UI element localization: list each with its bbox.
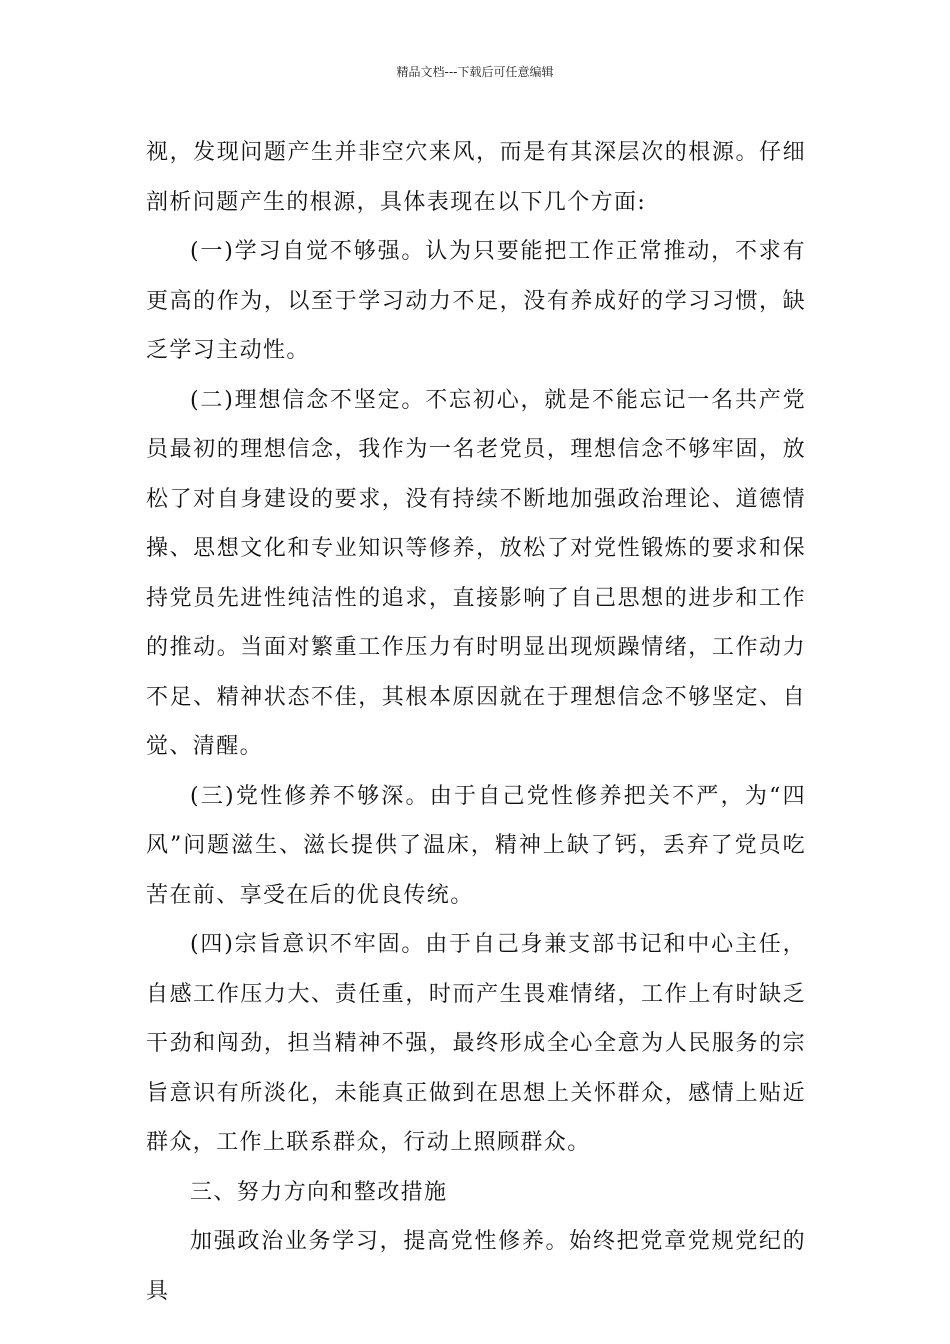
page-header: 精品文档---下载后可任意编辑	[396, 65, 554, 79]
paragraph-measures: 加强政治业务学习，提高党性修养。始终把党章党规党纪的具	[146, 1229, 806, 1304]
paragraph-point-four: (四)宗旨意识不牢固。由于自己身兼支部书记和中心主任，自感工作压力大、责任重，时而产生畏难情绪，工作上有时缺乏干劲和闯劲，担当精神不强，最终形成全心全意为人民服务的宗旨意识有所淡化，未能真正做到在思想上关怀群众，感情上贴近群众，工作上联系群众，行动上照顾群众。	[146, 932, 806, 1155]
paragraph-point-one: (一)学习自觉不够强。认为只要能把工作正常推动，不求有更高的作为，以至于学习动力不足，没有养成好的学习习惯，缺乏学习主动性。	[146, 239, 806, 363]
paragraph-continuation: 视，发现问题产生并非空穴来风，而是有其深层次的根源。仔细剖析问题产生的根源，具体表现在以下几个方面:	[146, 140, 806, 215]
paragraph-point-two: (二)理想信念不坚定。不忘初心，就是不能忘记一名共产党员最初的理想信念，我作为一名老党员，理想信念不够牢固，放松了对自身建设的要求，没有持续不断地加强政治理论、道德情操、思想文化和专业知识等修养，放松了对党性锻炼的要求和保持党员先进性纯洁性的追求，直接影响了自己思想的进步和工作的推动。当面对繁重工作压力有时明显出现烦躁情绪，工作动力不足、精神状态不佳，其根本原因就在于理想信念不够坚定、自觉、清醒。	[146, 387, 806, 759]
section-heading-three: 三、努力方向和整改措施	[190, 1179, 448, 1205]
paragraph-point-three: (三)党性修养不够深。由于自己党性修养把关不严，为“四风”问题滋生、滋长提供了温床，精神上缺了钙，丢弃了党员吃苦在前、享受在后的优良传统。	[146, 783, 806, 908]
document-body	[146, 128, 806, 1316]
